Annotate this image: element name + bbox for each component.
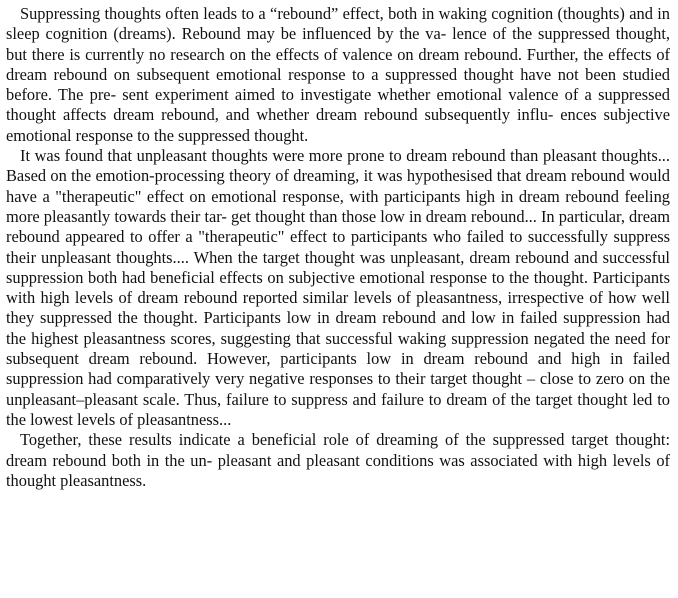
paragraph-abstract-intro: Suppressing thoughts often leads to a “rebound” effect, both in waking cognition (thoughts) and in sleep cognition (dreams). Rebound may be influenced by the va- lence of the suppressed thought, but there is currently no research on the effects of valence on dream rebound. Further, the effects of dream rebound on subsequent emotional response to a suppressed thought have not been studied before. The pre- sent experiment aimed to investigate whether emotional valence of a suppressed thought affects dream rebound, and whether dream rebound subsequently influ- ences subjective emotional response to the suppressed thought. xyxy=(6,4,670,145)
paragraph-conclusion: Together, these results indicate a beneficial role of dreaming of the suppressed target thought: dream rebound both in the un- pleasant and pleasant conditions was associated with high levels of thought pleasantness. xyxy=(6,430,670,490)
paragraph-results: It was found that unpleasant thoughts were more prone to dream rebound than pleasant thoughts... Based on the emotion-processing theory of dreaming, it was hypothesised that dream rebound would have a "therapeutic" effect on emotional response, with participants high in dream rebound feeling more pleasantly towards their tar- get thought than those low in dream rebound... In particular, dream rebound appeared to offer a "therapeutic" effect to participants who failed to successfully suppress their unpleasant thoughts.... When the target thought was unpleasant, dream rebound and successful suppression both had beneficial effects on subjective emotional response to the thought. Participants with high levels of dream rebound reported similar levels of pleasantness, irrespective of how well they suppressed the thought. Participants low in dream rebound and low in failed suppression had the highest pleasantness scores, suggesting that successful waking suppression negated the need for subsequent dream rebound. However, participants low in dream rebound and high in failed suppression had comparatively very negative responses to their target thought – close to zero on the unpleasant–pleasant scale. Thus, failure to suppress and failure to dream of the target thought led to the lowest levels of pleasantness... xyxy=(6,146,670,429)
